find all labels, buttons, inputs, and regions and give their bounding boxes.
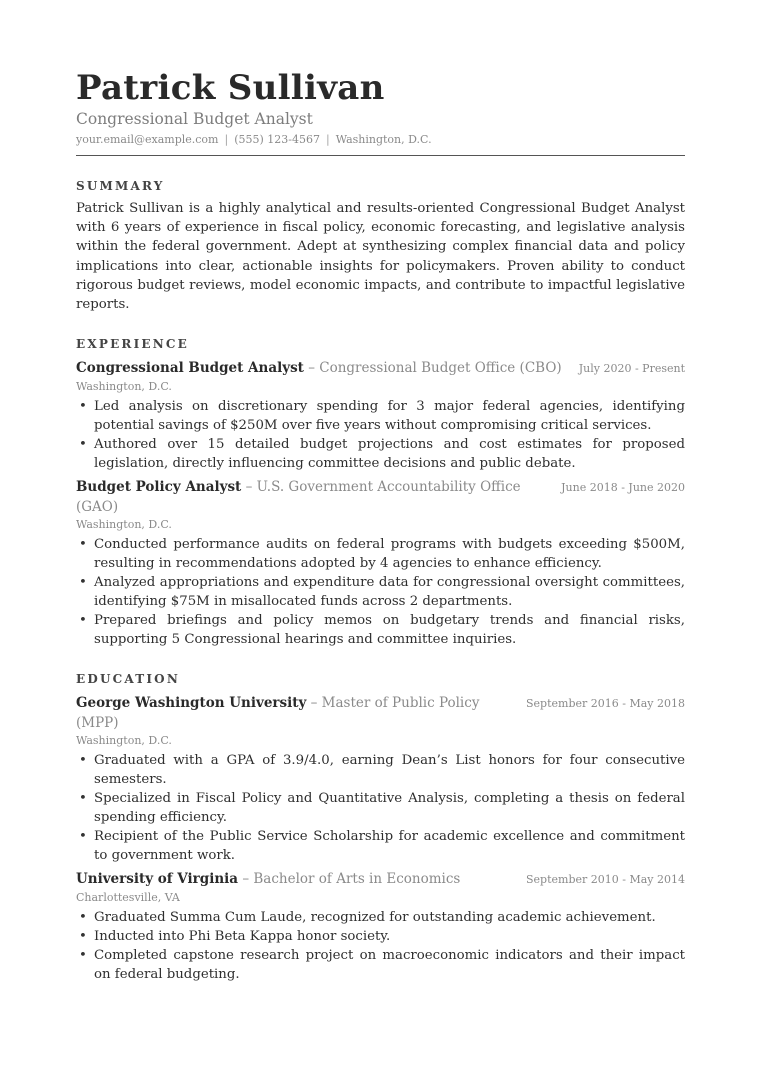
summary-heading: SUMMARY	[76, 179, 165, 193]
bullet-list	[76, 535, 685, 649]
entry-header	[76, 477, 685, 517]
resume-content	[76, 68, 685, 984]
degree: Master of Public Policy (MPP)	[76, 695, 480, 732]
summary-text: Patrick Sullivan is a highly analytical and results-oriented Congressional Budget Analyst with 6 years of experience in fiscal policy, economic forecasting, and legislative analysis within the federal government. Adept at synthesizing complex financial data and policy implications into clear, actionable insights for policymakers. Proven ability to conduct rigorous budget reviews, model economic impacts, and contribute to impactful legislative reports.	[76, 201, 685, 313]
entry-title-line	[76, 358, 562, 378]
employer: Congressional Budget Office (CBO)	[319, 360, 562, 377]
date-range: September 2016 - May 2018	[526, 697, 685, 711]
contact-email: your.email@example.com	[76, 133, 219, 146]
employer: U.S. Government Accountability Office (GAO)	[76, 479, 521, 516]
title-dash: –	[310, 695, 318, 712]
header-divider	[76, 155, 685, 156]
bullet-item: • Inducted into Phi Beta Kappa honor society.	[76, 927, 685, 946]
candidate-title: Congressional Budget Analyst	[76, 110, 313, 128]
entry-header	[76, 693, 685, 733]
degree: Bachelor of Arts in Economics	[253, 871, 461, 888]
bullet-item: • Specialized in Fiscal Policy and Quantitative Analysis, completing a thesis on federal spending efficiency.	[76, 789, 685, 827]
job-location: Washington, D.C.	[76, 380, 172, 394]
entry-title-line	[76, 693, 526, 733]
contact-separator: |	[224, 133, 229, 146]
education-entry	[76, 869, 685, 984]
title-dash: –	[308, 360, 315, 377]
school-location: Washington, D.C.	[76, 734, 172, 748]
contact-line	[76, 132, 685, 148]
experience-heading: EXPERIENCE	[76, 337, 190, 352]
contact-location: Washington, D.C.	[335, 133, 432, 146]
experience-entry	[76, 358, 685, 473]
contact-phone: (555) 123-4567	[234, 133, 320, 146]
bullet-item: • Conducted performance audits on federal programs with budgets exceeding $500M, resulting in recommendations adopted by 4 agencies to enhance efficiency.	[76, 535, 685, 573]
entry-title-line	[76, 477, 561, 517]
job-title: Budget Policy Analyst	[76, 479, 242, 496]
title-dash: –	[245, 479, 253, 496]
school-name: George Washington University	[76, 695, 307, 712]
school-location: Charlottesville, VA	[76, 891, 180, 905]
education-heading: EDUCATION	[76, 672, 180, 687]
bullet-item: • Analyzed appropriations and expenditure data for congressional oversight committees, identifying $75M in misallocated funds across 2 departments.	[76, 573, 685, 611]
school-name: University of Virginia	[76, 871, 239, 888]
bullet-list	[76, 397, 685, 473]
entry-header	[76, 358, 685, 379]
entry-header	[76, 869, 685, 890]
bullet-item: • Recipient of the Public Service Scholarship for academic excellence and commitment to government work.	[76, 827, 685, 865]
job-title: Congressional Budget Analyst	[76, 360, 304, 377]
bullet-item: • Graduated with a GPA of 3.9/4.0, earning Dean’s List honors for four consecutive semesters.	[76, 751, 685, 789]
bullet-item: • Graduated Summa Cum Laude, recognized for outstanding academic achievement.	[76, 908, 685, 927]
date-range: June 2018 - June 2020	[561, 481, 685, 495]
bullet-item: • Authored over 15 detailed budget projections and cost estimates for proposed legislation, directly influencing committee decisions and public debate.	[76, 435, 685, 473]
bullet-item: • Completed capstone research project on macroeconomic indicators and their impact on federal budgeting.	[76, 946, 685, 984]
job-location: Washington, D.C.	[76, 518, 172, 532]
bullet-list	[76, 751, 685, 865]
contact-separator: |	[326, 133, 330, 146]
bullet-list	[76, 908, 685, 984]
title-dash: –	[242, 871, 250, 888]
education-entry	[76, 693, 685, 865]
bullet-item: • Led analysis on discretionary spending for 3 major federal agencies, identifying potential savings of $250M over five years without compromising critical services.	[76, 397, 685, 435]
entry-title-line	[76, 869, 460, 889]
candidate-name: Patrick Sullivan	[76, 68, 385, 108]
experience-entry	[76, 477, 685, 649]
bullet-item: • Prepared briefings and policy memos on budgetary trends and financial risks, supporting 5 Congressional hearings and committee inquiries.	[76, 611, 685, 649]
date-range: July 2020 - Present	[578, 362, 685, 376]
date-range: September 2010 - May 2014	[526, 873, 685, 887]
